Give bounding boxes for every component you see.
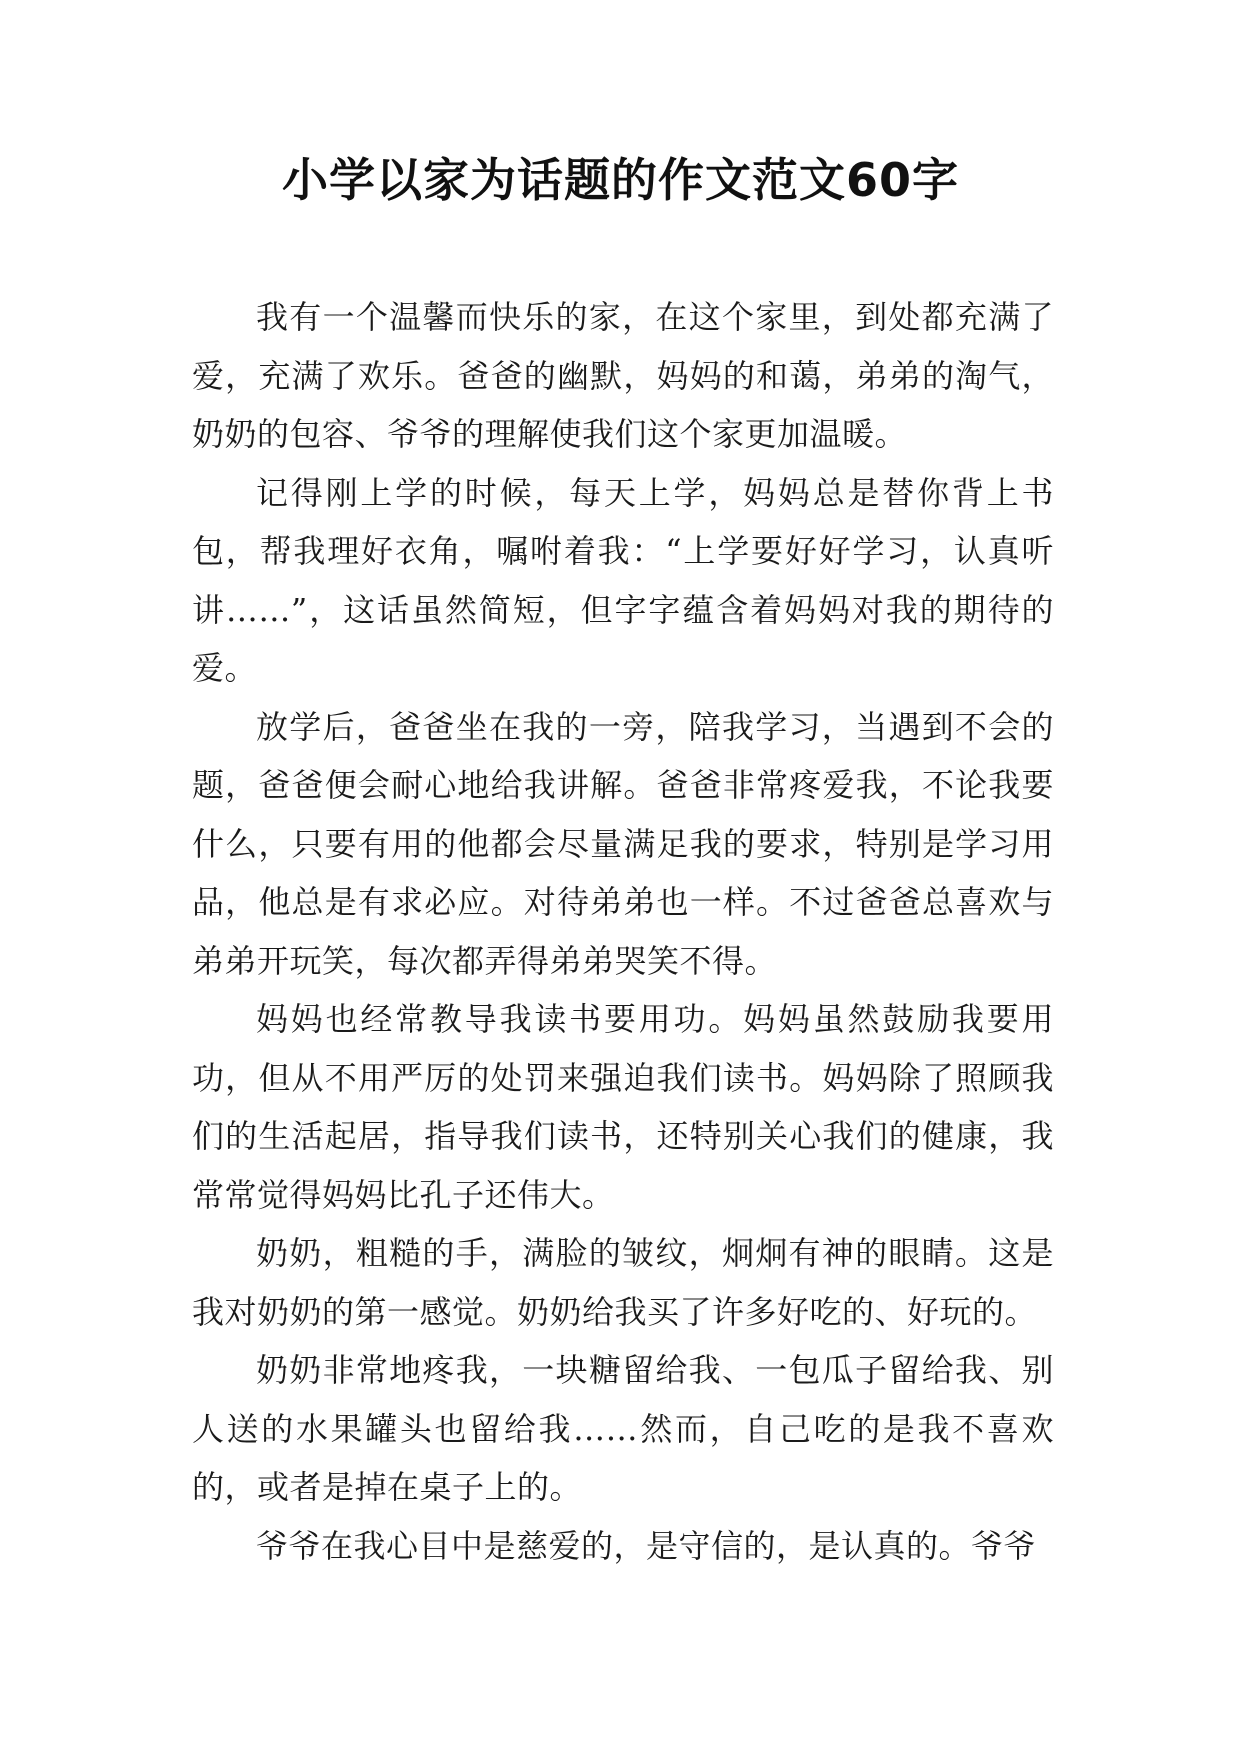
paragraph: 爷爷在我心目中是慈爱的，是守信的，是认真的。爷爷 [256, 1526, 1037, 1565]
paragraph: 我有一个温馨而快乐的家，在这个家里，到处都充满了爱，充满了欢乐。爸爸的幽默，妈妈的和蔼，弟弟的淘气，奶奶的包容、爷爷的理解使我们这个家更加温暖。 [192, 298, 1054, 453]
paragraph: 奶奶非常地疼我，一块糖留给我、一包瓜子留给我、别人送的水果罐头也留给我……然而，自己吃的是我不喜欢的，或者是掉在桌子上的。 [192, 1351, 1054, 1506]
paragraph: 奶奶，粗糙的手，满脸的皱纹，炯炯有神的眼睛。这是我对奶奶的第一感觉。奶奶给我买了许多好吃的、好玩的。 [192, 1234, 1054, 1331]
paragraph: 放学后，爸爸坐在我的一旁，陪我学习，当遇到不会的题，爸爸便会耐心地给我讲解。爸爸非常疼爱我，不论我要什么，只要有用的他都会尽量满足我的要求，特别是学习用品，他总是有求必应。对待弟弟也一样。不过爸爸总喜欢与弟弟开玩笑，每次都弄得弟弟哭笑不得。 [192, 707, 1054, 980]
document-body [192, 288, 1054, 1575]
paragraph: 妈妈也经常教导我读书要用功。妈妈虽然鼓励我要用功，但从不用严厉的处罚来强迫我们读书。妈妈除了照顾我们的生活起居，指导我们读书，还特别关心我们的健康，我常常觉得妈妈比孔子还伟大。 [192, 1000, 1054, 1214]
paragraph: 记得刚上学的时候，每天上学，妈妈总是替你背上书包，帮我理好衣角，嘱咐着我：“上学要好好学习，认真听讲……”，这话虽然简短，但字字蕴含着妈妈对我的期待的爱。 [192, 473, 1054, 687]
document-title: 小学以家为话题的作文范文60字 [281, 153, 959, 207]
